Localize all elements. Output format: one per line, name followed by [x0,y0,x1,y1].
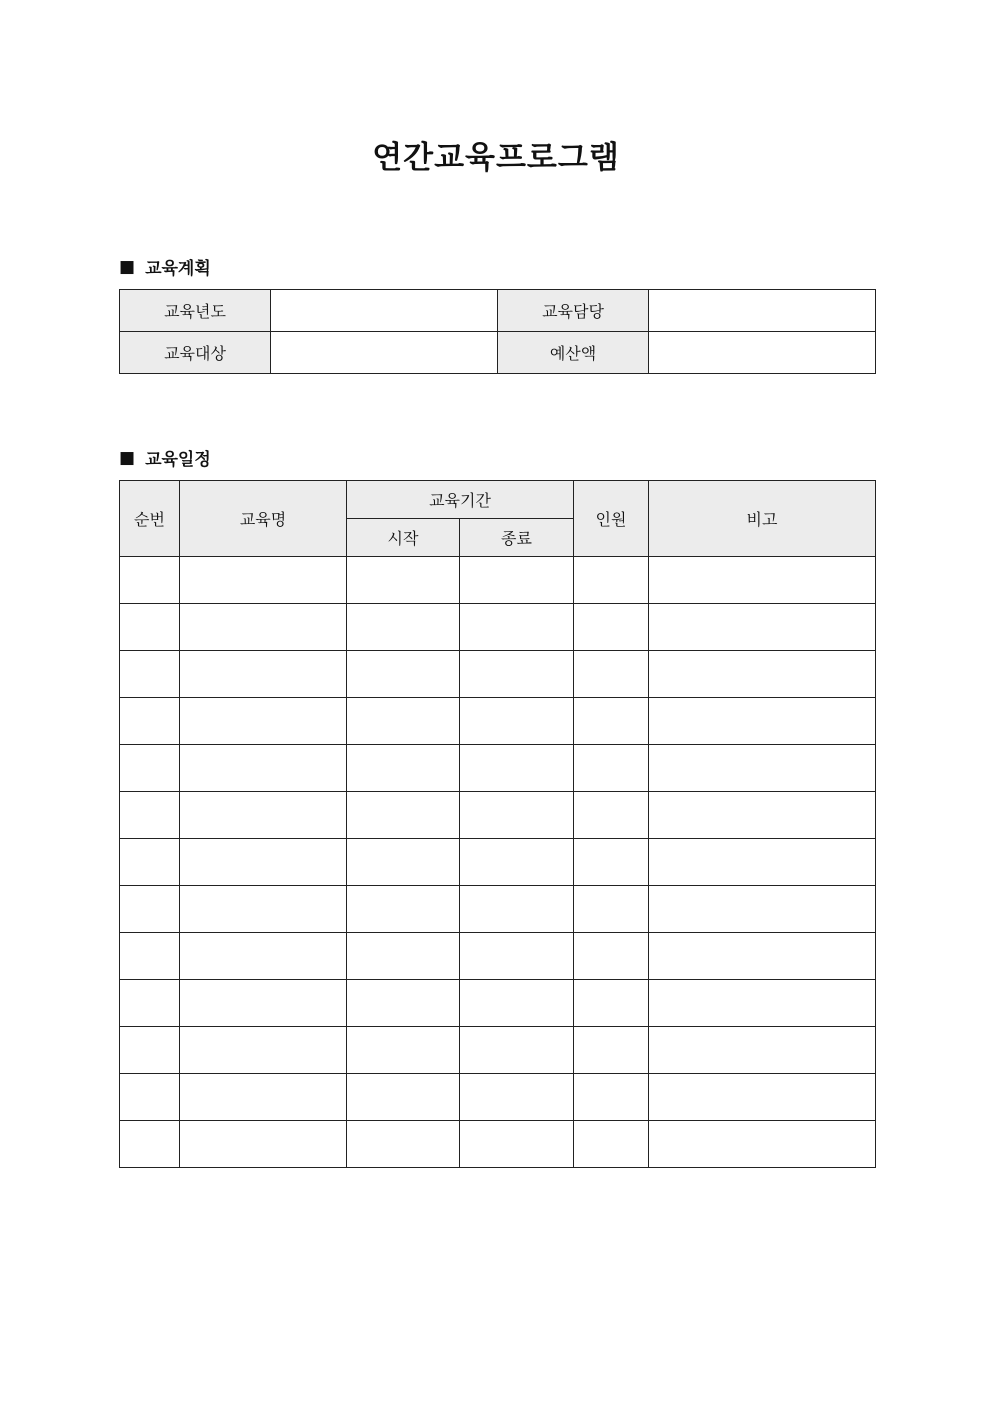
cell-note[interactable] [649,745,876,792]
cell-start[interactable] [347,1074,460,1121]
cell-end[interactable] [460,839,574,886]
cell-no[interactable] [120,1027,180,1074]
table-row [120,980,876,1027]
schedule-table [119,480,876,1168]
table-row [120,745,876,792]
cell-no[interactable] [120,604,180,651]
col-header-start: 시작 [347,519,460,557]
cell-people[interactable] [574,1074,649,1121]
label-target: 교육대상 [120,332,271,374]
cell-no[interactable] [120,980,180,1027]
cell-no[interactable] [120,886,180,933]
value-year[interactable] [271,290,498,332]
schedule-section-heading [119,445,211,470]
plan-row [120,290,876,332]
cell-start[interactable] [347,604,460,651]
cell-no[interactable] [120,651,180,698]
cell-end[interactable] [460,792,574,839]
cell-name[interactable] [180,980,347,1027]
plan-section-heading [119,254,211,279]
cell-note[interactable] [649,792,876,839]
schedule-heading-text: 교육일정 [145,450,211,470]
col-header-end: 종료 [460,519,574,557]
col-header-note: 비고 [649,481,876,557]
cell-name[interactable] [180,557,347,604]
cell-start[interactable] [347,980,460,1027]
cell-people[interactable] [574,698,649,745]
table-row [120,839,876,886]
cell-name[interactable] [180,1074,347,1121]
cell-people[interactable] [574,839,649,886]
table-row [120,1121,876,1168]
cell-start[interactable] [347,933,460,980]
cell-end[interactable] [460,1027,574,1074]
cell-end[interactable] [460,604,574,651]
cell-end[interactable] [460,557,574,604]
cell-note[interactable] [649,886,876,933]
table-row [120,933,876,980]
cell-no[interactable] [120,792,180,839]
col-header-people: 인원 [574,481,649,557]
cell-end[interactable] [460,698,574,745]
plan-heading-text: 교육계획 [145,259,211,279]
value-manager[interactable] [649,290,876,332]
col-header-period: 교육기간 [347,481,574,519]
cell-note[interactable] [649,557,876,604]
cell-people[interactable] [574,886,649,933]
document-title: 연간교육프로그램 [372,140,620,176]
square-bullet-icon: ■ [119,256,136,277]
cell-people[interactable] [574,651,649,698]
label-year: 교육년도 [120,290,271,332]
cell-no[interactable] [120,839,180,886]
cell-no[interactable] [120,1074,180,1121]
schedule-header-row [120,481,876,519]
cell-people[interactable] [574,1027,649,1074]
table-row [120,792,876,839]
cell-end[interactable] [460,1074,574,1121]
label-budget: 예산액 [498,332,649,374]
cell-no[interactable] [120,557,180,604]
cell-no[interactable] [120,745,180,792]
cell-no[interactable] [120,933,180,980]
cell-note[interactable] [649,698,876,745]
cell-note[interactable] [649,651,876,698]
table-row [120,1027,876,1074]
cell-name[interactable] [180,1121,347,1168]
cell-name[interactable] [180,745,347,792]
cell-name[interactable] [180,886,347,933]
cell-end[interactable] [460,933,574,980]
cell-end[interactable] [460,651,574,698]
cell-end[interactable] [460,745,574,792]
cell-note[interactable] [649,839,876,886]
cell-name[interactable] [180,651,347,698]
cell-no[interactable] [120,1121,180,1168]
cell-start[interactable] [347,839,460,886]
cell-note[interactable] [649,933,876,980]
table-row [120,557,876,604]
table-row [120,1074,876,1121]
cell-note[interactable] [649,1074,876,1121]
cell-note[interactable] [649,980,876,1027]
value-budget[interactable] [649,332,876,374]
cell-start[interactable] [347,792,460,839]
cell-note[interactable] [649,1121,876,1168]
table-row [120,886,876,933]
col-header-no: 순번 [120,481,180,557]
plan-row [120,332,876,374]
table-row [120,604,876,651]
cell-start[interactable] [347,745,460,792]
plan-table [119,289,876,374]
cell-start[interactable] [347,557,460,604]
cell-end[interactable] [460,1121,574,1168]
cell-people[interactable] [574,745,649,792]
schedule-body [120,557,876,1168]
cell-note[interactable] [649,1027,876,1074]
cell-people[interactable] [574,557,649,604]
cell-name[interactable] [180,1027,347,1074]
cell-name[interactable] [180,792,347,839]
cell-start[interactable] [347,886,460,933]
value-target[interactable] [271,332,498,374]
cell-name[interactable] [180,698,347,745]
cell-name[interactable] [180,839,347,886]
cell-start[interactable] [347,1121,460,1168]
table-row [120,698,876,745]
cell-start[interactable] [347,698,460,745]
cell-name[interactable] [180,604,347,651]
table-row [120,651,876,698]
cell-no[interactable] [120,698,180,745]
cell-end[interactable] [460,980,574,1027]
cell-start[interactable] [347,651,460,698]
cell-name[interactable] [180,933,347,980]
label-manager: 교육담당 [498,290,649,332]
cell-start[interactable] [347,1027,460,1074]
cell-people[interactable] [574,1121,649,1168]
cell-people[interactable] [574,604,649,651]
cell-people[interactable] [574,792,649,839]
cell-people[interactable] [574,933,649,980]
square-bullet-icon: ■ [119,447,136,468]
cell-people[interactable] [574,980,649,1027]
cell-end[interactable] [460,886,574,933]
cell-note[interactable] [649,604,876,651]
col-header-name: 교육명 [180,481,347,557]
